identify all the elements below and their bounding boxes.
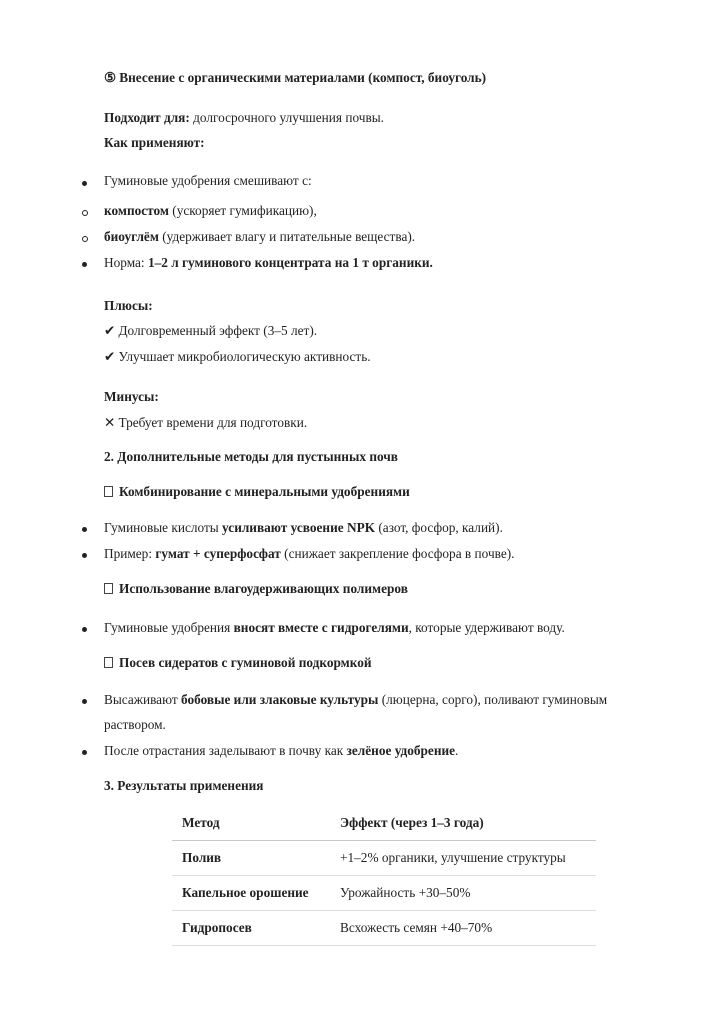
item-text: (азот, фосфор, калий). [375,520,503,535]
subheading [104,580,408,598]
list-item [104,619,565,637]
subheading-text: Использование влагоудерживающих полимеров [119,581,408,596]
checkbox-icon [104,657,113,668]
table-cell-method: Гидропосев [172,911,330,946]
table-cell-effect: Урожайность +30–50% [330,876,596,911]
plus-item: ✔ Долговременный эффект (3–5 лет). [104,323,318,338]
bullet-disc-icon [82,262,87,267]
plus-item: ✔ Улучшает микробиологическую активность. [104,349,371,364]
item-bold: 1–2 л гуминового концентрата на 1 т органики. [147,255,433,270]
item-text: Высаживают [104,692,181,707]
item-text: Гуминовые кислоты [104,520,223,535]
table-header-cell: Метод [172,806,330,841]
item-text: Гуминовые удобрения [104,620,234,635]
item-text: , которые удерживают воду. [408,620,565,635]
minus-item: ✕ Требует времени для подготовки. [104,415,308,430]
item-text: Норма: [104,255,148,270]
minus-label: Минусы: [104,389,159,404]
section2-title: 2. Дополнительные методы для пустынных почв [104,449,398,464]
list-item [104,742,458,760]
bullet-circle-icon [82,210,88,216]
list-item [104,202,317,220]
list-item [104,228,415,246]
item-text: . [455,743,459,758]
checkbox-icon [104,486,113,497]
list-item [104,691,607,709]
subheading-text: Комбинирование с минеральными удобрениями [119,484,410,499]
bullet-disc-icon [82,527,87,532]
item-bold: биоуглём [104,229,159,244]
bullet-disc-icon [82,699,87,704]
list-item: Гуминовые удобрения смешивают с: [104,173,312,188]
suitable-label: Подходит для: [104,110,190,125]
item-text: (ускоряет гумификацию), [168,203,317,218]
table-header-row [172,806,596,841]
table-cell-effect: Всхожесть семян +40–70% [330,911,596,946]
table-header-cell: Эффект (через 1–3 года) [330,806,596,841]
item-text: (люцерна, сорго), поливают гуминовым [378,692,608,707]
plus-label: Плюсы: [104,298,153,313]
section3-title: 3. Результаты применения [104,778,264,793]
suitable-text: долгосрочного улучшения почвы. [189,110,384,125]
table-row [172,876,596,911]
subheading [104,654,372,672]
item-bold: зелёное удобрение [346,743,456,758]
bullet-disc-icon [82,627,87,632]
item-bold: усиливают усвоение NPK [222,520,376,535]
subheading [104,483,410,501]
subheading-text: Посев сидератов с гуминовой подкормкой [119,655,372,670]
item-bold: гумат + суперфосфат [155,546,281,561]
bullet-circle-icon [82,236,88,242]
item-text: Пример: [104,546,156,561]
table-row [172,911,596,946]
item-text: (снижает закрепление фосфора в почве). [280,546,515,561]
bullet-disc-icon [82,553,87,558]
list-item [104,545,515,563]
suitable-line [104,109,384,127]
how-label: Как применяют: [104,135,205,150]
table-cell-effect: +1–2% органики, улучшение структуры [330,841,596,876]
table-row [172,841,596,876]
list-item [104,519,503,537]
item-bold: бобовые или злаковые культуры [180,692,379,707]
results-table [172,806,596,946]
bullet-disc-icon [82,181,87,186]
section5-title: ⑤ Внесение с органическими материалами (компост, биоуголь) [104,70,487,85]
item-bold: компостом [104,203,169,218]
table-cell-method: Капельное орошение [172,876,330,911]
checkbox-icon [104,583,113,594]
bullet-disc-icon [82,750,87,755]
list-item [104,254,433,272]
table-cell-method: Полив [172,841,330,876]
list-item-continuation: раствором. [104,717,166,732]
item-bold: вносят вместе с гидрогелями [233,620,409,635]
item-text: (удерживает влагу и питательные вещества). [158,229,416,244]
item-text: После отрастания заделывают в почву как [104,743,347,758]
